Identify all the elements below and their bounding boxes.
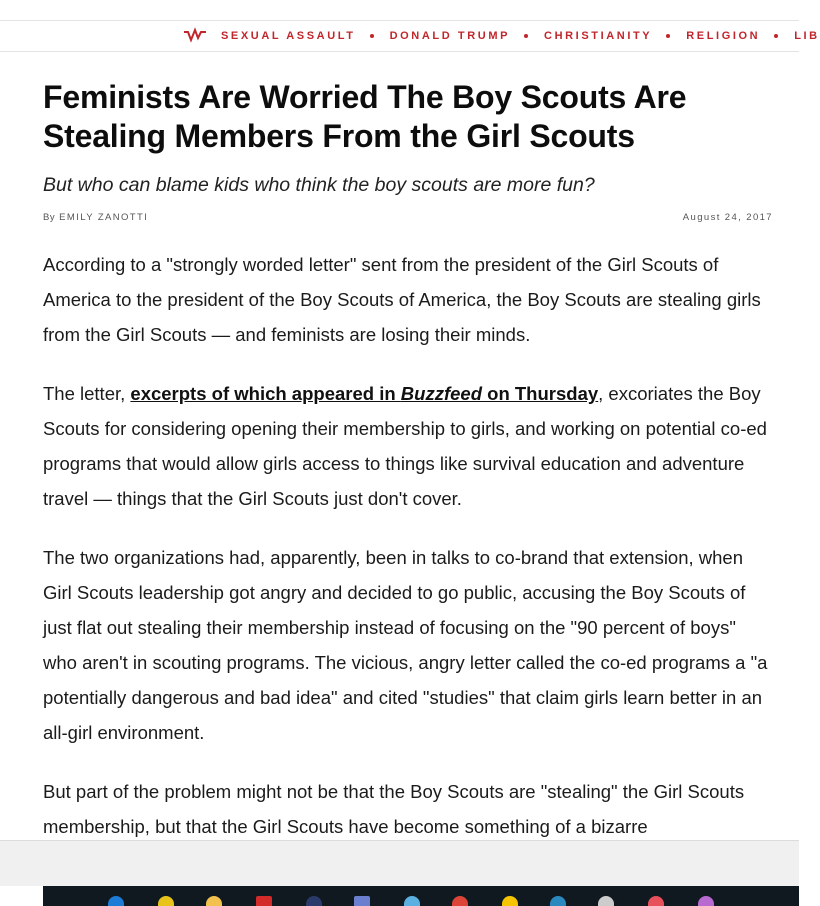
nav-item-donald-trump[interactable]: DONALD TRUMP xyxy=(389,30,511,42)
nav-item-religion[interactable]: RELIGION xyxy=(686,30,761,42)
link-text-a: excerpts of which appeared in xyxy=(130,383,401,404)
podcast-icon[interactable] xyxy=(698,896,714,906)
chrome-icon[interactable] xyxy=(452,896,468,906)
taskbar xyxy=(0,886,799,906)
nav-item-christianity[interactable]: CHRISTIANITY xyxy=(544,30,653,42)
app-icon[interactable] xyxy=(404,896,420,906)
app-icon[interactable] xyxy=(598,896,614,906)
nav-item-lib[interactable]: LIB xyxy=(794,30,820,42)
article-subtitle: But who can blame kids who think the boy scouts are more fun? xyxy=(43,174,595,196)
app-icon[interactable] xyxy=(550,896,566,906)
start-area[interactable] xyxy=(0,886,43,906)
nav-separator-dot xyxy=(524,34,528,38)
nav-item-sexual-assault[interactable]: SEXUAL ASSAULT xyxy=(221,30,356,42)
link-text-em: Buzzfeed xyxy=(400,383,482,404)
article xyxy=(43,78,773,868)
article-title: Feminists Are Worried The Boy Scouts Are Stealing Members From the Girl Scouts xyxy=(43,79,687,154)
byline xyxy=(43,212,148,223)
pulse-logo-icon[interactable] xyxy=(184,28,206,42)
buzzfeed-link[interactable] xyxy=(130,383,598,404)
app-icon[interactable] xyxy=(158,896,174,906)
paragraph-2-rest: , excoriates the Boy Scouts for considering opening their membership to girls, and working on potential co-ed programs that would allow girls access to things like survival education and adventure travel — things that the Girl Scouts just don't cover. xyxy=(43,383,767,509)
author-link[interactable]: EMILY ZANOTTI xyxy=(59,212,149,223)
paragraph-4: But part of the problem might not be that the Boy Scouts are "stealing" the Girl Scouts membership, but that the Girl Scouts have become something of a bizarre xyxy=(43,781,745,837)
app-icon[interactable] xyxy=(306,896,322,906)
paragraph-3: The two organizations had, apparently, been in talks to co-brand that extension, when Girl Scouts leadership got angry and decided to go public, accusing the Boy Scouts of just flat out stealing their membership instead of focusing on the "90 percent of boys" who aren't in scouting programs. The vicious, angry letter called the co-ed programs a "a potentially dangerous and bad idea" and cited "studies" that claim girls learn better in an all-girl environment. xyxy=(43,547,768,743)
article-body xyxy=(43,247,773,844)
app-icon[interactable] xyxy=(502,896,518,906)
nav-separator-dot xyxy=(666,34,670,38)
app-icon[interactable] xyxy=(648,896,664,906)
nav-separator-dot xyxy=(774,34,778,38)
folder-icon[interactable] xyxy=(206,896,222,906)
topic-nav-bar xyxy=(0,20,820,52)
nav-separator-dot xyxy=(370,34,374,38)
link-text-b: on Thursday xyxy=(482,383,599,404)
app-icon[interactable] xyxy=(354,896,370,906)
article-meta xyxy=(43,212,773,223)
byline-prefix: By xyxy=(43,212,56,223)
paragraph-2 xyxy=(43,376,773,516)
pdf-icon[interactable] xyxy=(256,896,272,906)
publish-date: August 24, 2017 xyxy=(682,212,773,223)
edge-icon[interactable] xyxy=(108,896,124,906)
paragraph-1: According to a "strongly worded letter" sent from the president of the Girl Scouts of America to the president of the Boy Scouts of America, the Boy Scouts are stealing girls from the Girl Scouts — and feminists are losing their minds. xyxy=(43,254,761,345)
paragraph-2-start: The letter, xyxy=(43,383,131,404)
bottom-overlay-bar xyxy=(0,840,799,887)
